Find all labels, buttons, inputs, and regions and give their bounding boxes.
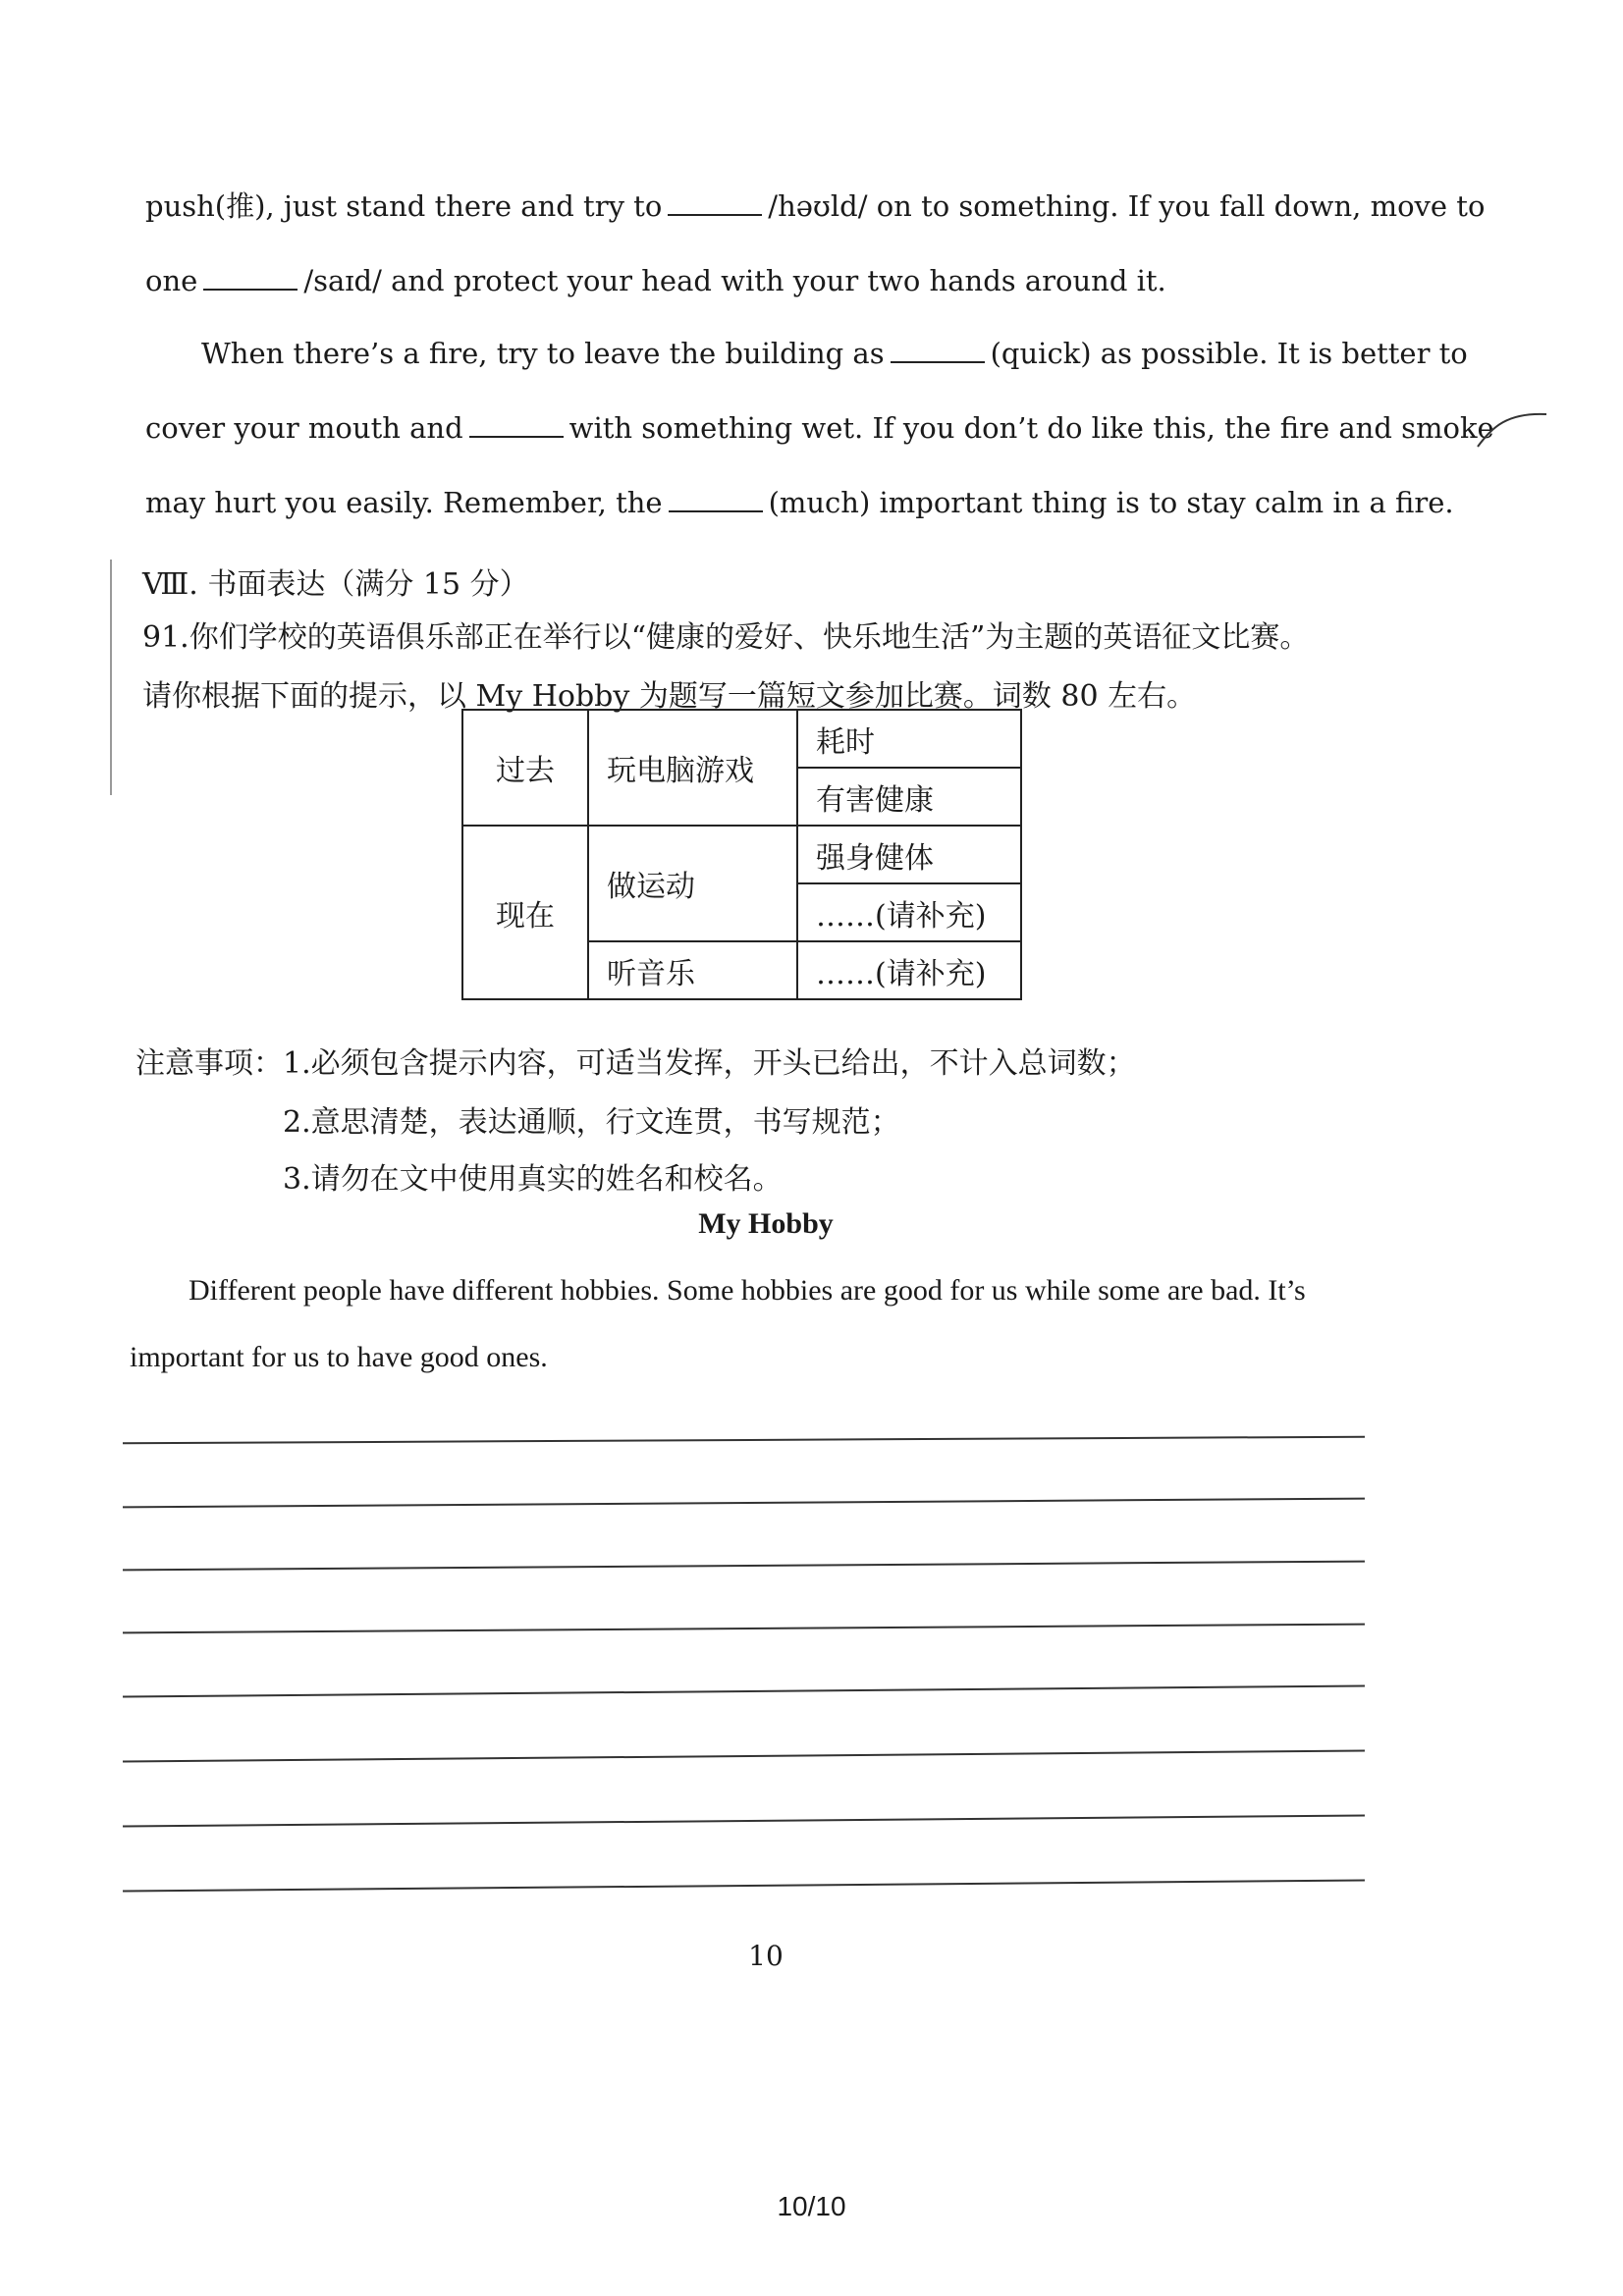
page-number: 10 [748, 1940, 784, 1972]
notes-label: 注意事项： [135, 1046, 283, 1081]
passage-text: cover your mouth and [145, 411, 463, 445]
essay-line-2: important for us to have good ones. [130, 1341, 548, 1373]
answer-blank[interactable] [668, 192, 762, 216]
writing-line[interactable] [123, 1624, 1365, 1634]
passage-line-1 [145, 188, 1485, 224]
hint-table [461, 709, 1022, 1000]
writing-line[interactable] [123, 1749, 1365, 1762]
writing-line[interactable] [123, 1814, 1365, 1827]
passage-text: When there’s a fire, try to leave the building as [201, 337, 885, 370]
passage-line-4 [145, 410, 1494, 446]
passage-text: (much) important thing is to stay calm in a fire. [768, 486, 1454, 519]
cell-now-point-2: ……(请补充) [797, 883, 1021, 941]
answer-blank[interactable] [469, 414, 564, 438]
cell-now-point-1: 强身健体 [797, 826, 1021, 883]
writing-line[interactable] [123, 1684, 1365, 1697]
writing-line[interactable] [123, 1498, 1365, 1509]
cell-now-activity-2: 听音乐 [588, 941, 797, 999]
cell-past: 过去 [462, 710, 588, 826]
essay-title: My Hobby [698, 1207, 834, 1240]
essay-line-1: Different people have different hobbies. Some hobbies are good for us while some are bad. It’s [189, 1274, 1306, 1307]
passage-line-5 [145, 485, 1454, 520]
cell-now: 现在 [462, 826, 588, 999]
passage-text: /həʊld/ on to something. If you fall down, move to [768, 189, 1486, 223]
writing-line[interactable] [123, 1436, 1365, 1445]
note-item-3: 3.请勿在文中使用真实的姓名和校名。 [283, 1162, 783, 1197]
passage-text: /saɪd/ and protect your head with your two hands around it. [303, 264, 1166, 297]
answer-blank[interactable] [203, 267, 298, 291]
note-item-1: 1.必须包含提示内容，可适当发挥，开头已给出，不计入总词数； [283, 1046, 1136, 1081]
passage-line-3 [201, 336, 1468, 371]
passage-text: with something wet. If you don’t do like this, the fire and smoke [568, 411, 1494, 445]
pen-mark-icon [1473, 402, 1551, 452]
passage-text: may hurt you easily. Remember, the [145, 486, 663, 519]
margin-bar [110, 560, 112, 795]
prompt-line-1: 91.你们学校的英语俱乐部正在举行以“健康的爱好、快乐地生活”为主题的英语征文比赛。 [142, 620, 1310, 655]
passage-line-2 [145, 263, 1166, 298]
answer-blank[interactable] [891, 340, 985, 363]
note-item-2: 2.意思清楚，表达通顺，行文连贯，书写规范； [283, 1105, 900, 1140]
cell-past-point-1: 耗时 [797, 710, 1021, 768]
cell-past-point-2: 有害健康 [797, 768, 1021, 826]
section-heading: Ⅷ. 书面表达（满分 15 分） [142, 567, 529, 602]
prompt-line-2: 请你根据下面的提示，以 My Hobby 为题写一篇短文参加比赛。词数 80 左右。 [142, 679, 1197, 714]
answer-blank[interactable] [669, 489, 763, 512]
page-footer: 10/10 [777, 2191, 846, 2221]
writing-line[interactable] [123, 1561, 1365, 1572]
cell-now-activity-1: 做运动 [588, 826, 797, 941]
passage-text: (quick) as possible. It is better to [990, 337, 1468, 370]
passage-text: one [145, 264, 198, 297]
passage-text: push(推), just stand there and try to [145, 189, 663, 223]
cell-past-activity: 玩电脑游戏 [588, 710, 797, 826]
cell-now-point-3: ……(请补充) [797, 941, 1021, 999]
writing-line[interactable] [123, 1879, 1365, 1892]
